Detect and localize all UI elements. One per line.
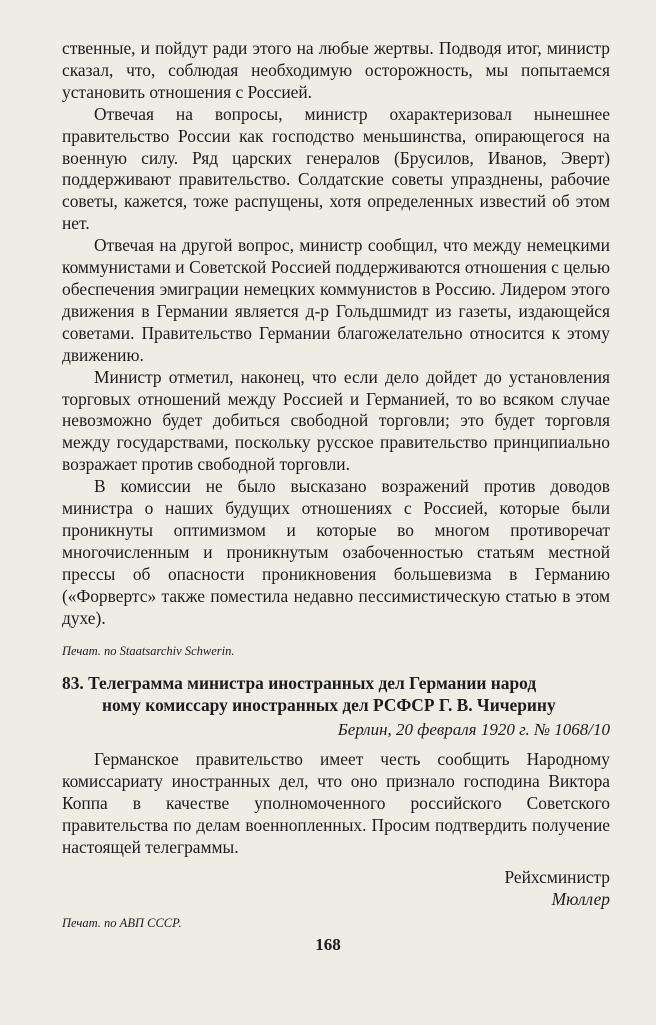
- paragraph-trade-relations: Министр отметил, наконец, что если дело дойдет до установления торговых отношений между Россией и Германией, то во всяком случае невозможно будет добиться свободной торговли; это будет торговля между государствами, поскольку русское правительство принципиально возражает против свободной торговли.: [62, 366, 610, 475]
- paragraph-communist-relations: Отвечая на другой вопрос, министр сообщил, что между немецкими коммунистами и Советской Россией поддерживаются отношения с целью обеспечения эмиграции немецких коммунистов в Россию. Лидером этого движения в Германии является д-р Гольдшмидт из газеты, издающейся советами. Правительство Германии благожелательно относится к этому движению.: [62, 235, 610, 365]
- paragraph-continuation: ственные, и пойдут ради этого на любые жертвы. Подводя итог, министр сказал, что, соблюдая необходимую осторожность, мы попытаемся установить отношения с Россией.: [62, 38, 610, 102]
- page-number: 168: [315, 935, 341, 954]
- telegram-body: Германское правительство имеет честь сообщить Народному комиссариату иностранных дел, что оно признало господина Виктора Коппа в качестве уполномоченного российского Советского правительства по делам военнопленных. Просим подтвердить получение настоящей телеграммы.: [62, 749, 610, 857]
- document-title-line2: ному комиссару иностранных дел РСФСР Г. В. Чичерину: [102, 695, 556, 716]
- document-number: 83.: [62, 673, 84, 694]
- paragraph-government-characterization: Отвечая на вопросы, министр охарактеризовал нынешнее правительство России как господство меньшинства, опирающегося на военную силу. Ряд царских генералов (Брусилов, Иванов, Эверт) поддерживают правительство. Солдатские советы упразднены, рабочие советы, кажется, тоже распущены, хотя определенных известий об этом нет.: [62, 103, 610, 234]
- source-note-schwerin: Печат. по Staatsarchiv Schwerin.: [62, 644, 235, 659]
- document-title-line1: Телеграмма министра иностранных дел Германии народ: [88, 673, 537, 694]
- dateline: Берлин, 20 февраля 1920 г. № 1068/10: [337, 720, 610, 740]
- signoff-name: Мюллер: [551, 888, 610, 909]
- document-heading: [62, 673, 610, 717]
- document-page: [62, 38, 610, 931]
- source-note-avp: Печат. по АВП СССР.: [62, 915, 182, 930]
- signoff-title: Рейхсминистр: [504, 866, 610, 887]
- paragraph-commission-reaction: В комиссии не было высказано возражений против доводов министра о наших будущих отношениях с Россией, которые были проникнуты оптимизмом и которые во многом противоречат многочисленным и проникнутым озабоченностью статьям местной прессы об опасности проникновения большевизма в Германию («Форвертс» также поместила недавно пессимистическую статью в этом духе).: [62, 476, 610, 628]
